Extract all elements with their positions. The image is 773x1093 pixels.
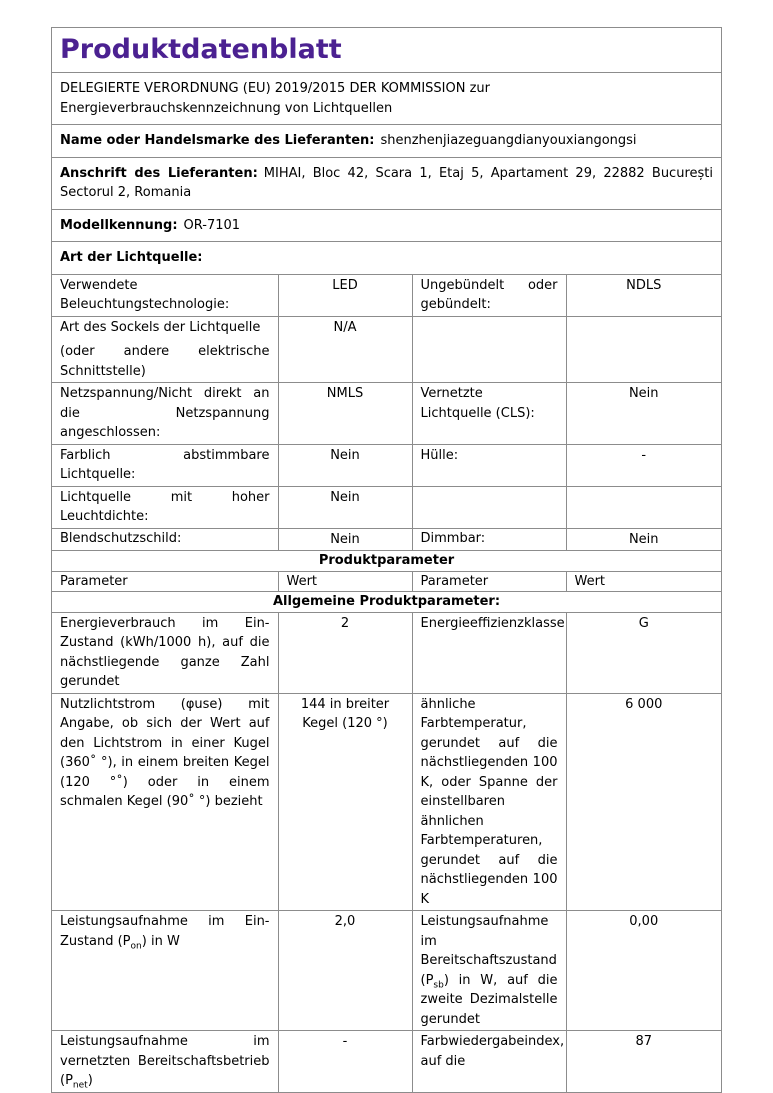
param-value: - bbox=[566, 444, 721, 486]
param-label: Energieverbrauch im Ein-Zustand (kWh/1000 h), auf die nächstliegende ganze Zahl gerundet bbox=[52, 612, 278, 693]
param-value: 2,0 bbox=[278, 911, 412, 1031]
regulation-label: DELEGIERTE VERORDNUNG (EU) 2019/2015 DER KOMMISSION zur Energieverbrauchskennzeichnung von Lichtquellen bbox=[60, 81, 490, 116]
light-source-type-heading bbox=[52, 241, 721, 274]
param-value: Nein bbox=[278, 486, 412, 528]
param-label-text: ) bbox=[87, 1073, 93, 1088]
general-params-heading: Allgemeine Produktparameter: bbox=[52, 592, 721, 613]
param-value bbox=[566, 316, 721, 383]
table-row bbox=[52, 1031, 721, 1093]
param-label bbox=[52, 1031, 278, 1093]
param-value: Nein bbox=[566, 528, 721, 551]
param-label: Verwendete Beleuchtungstechnologie: bbox=[52, 274, 278, 316]
supplier-name-label: Name oder Handelsmarke des Lieferanten: bbox=[60, 133, 375, 148]
product-data-sheet bbox=[51, 27, 722, 1093]
param-label: Vernetzte Lichtquelle (CLS): bbox=[412, 383, 566, 445]
param-value bbox=[566, 486, 721, 528]
param-value: 2 bbox=[278, 612, 412, 693]
page-title: Produktdatenblatt bbox=[52, 27, 721, 72]
param-value: G bbox=[566, 612, 721, 693]
model-label: Modellkennung: bbox=[60, 217, 178, 233]
param-label: Ungebündelt oder gebündelt: bbox=[412, 274, 566, 316]
light-source-type-label: Art der Lichtquelle: bbox=[60, 250, 203, 265]
table-row bbox=[52, 486, 721, 528]
param-value: Nein bbox=[278, 444, 412, 486]
section-header-row bbox=[52, 592, 721, 613]
supplier-address-row bbox=[52, 157, 721, 209]
param-label bbox=[52, 316, 278, 383]
param-label-text: Leistungsaufnahme im Bereitschaftszustand (P bbox=[420, 914, 557, 988]
model-row bbox=[52, 209, 721, 242]
param-label: ähnliche Farbtemperatur, gerundet auf die nächstliegenden 100 K, oder Spanne der einstellbaren ähnlichen Farbtemperaturen, gerundet auf die nächstliegenden 100 K bbox=[412, 693, 566, 911]
param-label: Farblich abstimmbare Lichtquelle: bbox=[52, 444, 278, 486]
param-value: NDLS bbox=[566, 274, 721, 316]
supplier-name-value: shenzhenjiazeguangdianyouxiangongsi bbox=[380, 133, 637, 148]
param-value: 0,00 bbox=[566, 911, 721, 1031]
column-header-param: Parameter bbox=[412, 571, 566, 592]
param-label-text: Leistungsaufnahme im Ein-Zustand (P bbox=[60, 914, 270, 949]
supplier-address-label: Anschrift des Lieferanten: bbox=[60, 165, 258, 181]
light-source-table bbox=[52, 274, 721, 1093]
model-value: OR-7101 bbox=[183, 217, 241, 233]
param-label: Dimmbar: bbox=[412, 528, 566, 551]
param-label: Netzspannung/Nicht direkt an die Netzspannung angeschlossen: bbox=[52, 383, 278, 445]
table-row bbox=[52, 528, 721, 551]
supplier-address-value: MIHAI, Bloc 42, Scara 1, Etaj 5, Apartament 29, 22882 București Sectorul 2, Romania bbox=[60, 165, 713, 200]
param-label-line: Art des Sockels der Lichtquelle bbox=[60, 319, 261, 335]
column-header-value: Wert bbox=[566, 571, 721, 592]
param-label: Lichtquelle mit hoher Leuchtdichte: bbox=[52, 486, 278, 528]
table-row bbox=[52, 612, 721, 693]
param-label bbox=[412, 316, 566, 383]
param-value: 144 in breiter Kegel (120 °) bbox=[278, 693, 412, 911]
section-header-row bbox=[52, 551, 721, 572]
param-label-subscript: net bbox=[72, 1080, 88, 1091]
param-label bbox=[412, 486, 566, 528]
param-label-text: ) in W bbox=[141, 933, 180, 949]
column-header-value: Wert bbox=[278, 571, 412, 592]
table-row bbox=[52, 316, 721, 383]
param-label-text: Leistungsaufnahme im vernetzten Bereitschaftsbetrieb (P bbox=[60, 1034, 270, 1088]
param-value: 87 bbox=[566, 1031, 721, 1093]
param-value: Nein bbox=[278, 528, 412, 551]
param-value: LED bbox=[278, 274, 412, 316]
param-value: N/A bbox=[278, 316, 412, 383]
param-label: Energieeffizienzklasse bbox=[412, 612, 566, 693]
param-label-subscript: on bbox=[130, 941, 142, 952]
product-params-heading: Produktparameter bbox=[52, 551, 721, 572]
table-row bbox=[52, 911, 721, 1031]
supplier-name-row bbox=[52, 124, 721, 157]
param-label-text: ) in W, auf die zweite Dezimalstelle gerundet bbox=[420, 972, 558, 1027]
param-label bbox=[412, 911, 566, 1031]
param-value: Nein bbox=[566, 383, 721, 445]
param-label: Farbwiedergabeindex, auf die bbox=[412, 1031, 566, 1093]
regulation-text bbox=[52, 72, 721, 124]
table-row bbox=[52, 693, 721, 911]
param-label: Hülle: bbox=[412, 444, 566, 486]
param-label bbox=[52, 911, 278, 1031]
column-header-row bbox=[52, 571, 721, 592]
param-label: Blendschutzschild: bbox=[52, 528, 278, 551]
param-value: - bbox=[278, 1031, 412, 1093]
param-label-subscript: sb bbox=[433, 980, 444, 991]
column-header-param: Parameter bbox=[52, 571, 278, 592]
param-value: 6 000 bbox=[566, 693, 721, 911]
param-value: NMLS bbox=[278, 383, 412, 445]
table-row bbox=[52, 444, 721, 486]
param-label: Nutzlichtstrom (φuse) mit Angabe, ob sich der Wert auf den Lichtstrom in einer Kugel (360˚ °), in einem breiten Kegel (120 °˚) oder in einem schmalen Kegel (90˚ °) bezieht bbox=[52, 693, 278, 911]
table-row bbox=[52, 383, 721, 445]
param-label-note: (oder andere elektrische Schnittstelle) bbox=[60, 344, 270, 379]
table-row bbox=[52, 274, 721, 316]
